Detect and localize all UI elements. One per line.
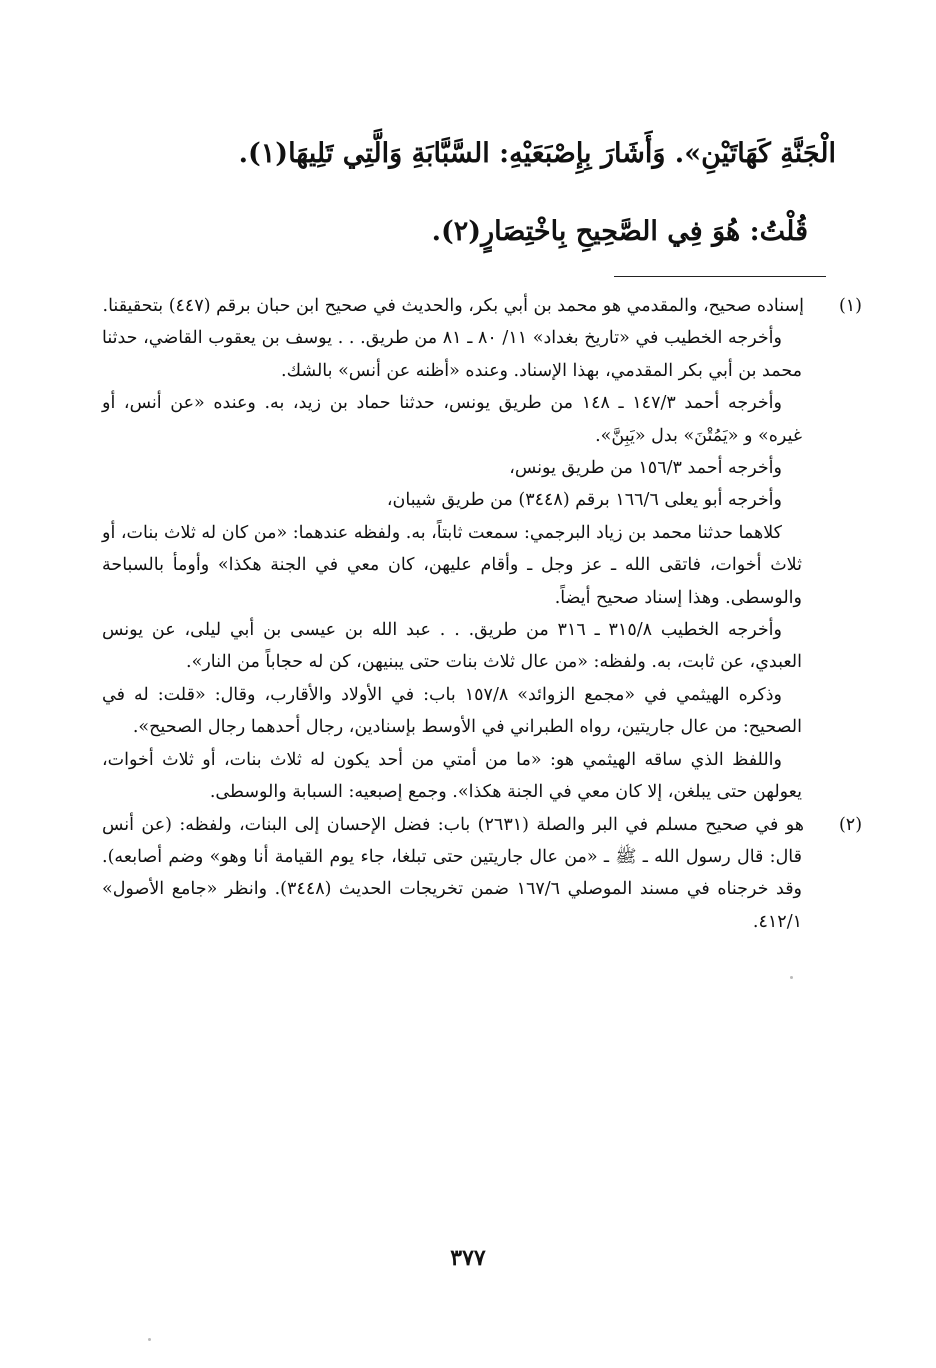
footnote-1-paragraph-4: وأخرجه أحمد ١٥٦/٣ من طريق يونس، [509,458,782,479]
main-text-line-1: الْجَنَّةِ كَهَاتَيْنِ». وَأَشَارَ بِإِصْبَعَيْهِ: السَّبَّابَةِ وَالَّتِي تَلِيهَا(١). [238,138,836,169]
footnote-1-number: (١) [838,296,862,316]
footnote-1-paragraph-9: واللفظ الذي ساقه الهيثمي هو: «ما من أمتي من أحد يكون له ثلاث بنات، أو ثلاث أخوات، يعولهن حتى يبلغن، إلا كان معي في الجنة هكذا». وجمع إصبعيه: السبابة والوسطى. [102,749,802,803]
footnote-1-paragraph-7: وأخرجه الخطيب ٣١٥/٨ ـ ٣١٦ من طريق. . . عبد الله بن عيسى بن أبي ليلى، عن يونس العبدي، عن ثابت، به. ولفظه: «من عال ثلاث بنات حتى يبنيهن، كن له حجاباً من النار». [102,620,802,673]
main-text-line-2-content: قُلْتُ: هُوَ فِي الصَّحِيحِ بِاخْتِصَارٍ(٢). [431,216,808,247]
footnote-1-first-paragraph [102,290,862,322]
footnote-1 [102,290,862,809]
footnotes [102,290,863,938]
footnote-1-paragraph-3: وأخرجه أحمد ١٤٧/٣ ـ ١٤٨ من طريق يونس، حدثنا حماد بن زيد، به. وعنده «عن أنس، أو غيره» و «يَمُتْنَ» بدل «يَبِنَّ». [102,393,802,446]
scan-speck [790,976,793,979]
footnote-2-text: هو في صحيح مسلم في البر والصلة (٢٦٣١) باب: فضل الإحسان إلى البنات، ولفظه: (عن أنس قال: قال رسول الله ـ ﷺ ـ «من عال جاريتين حتى تبلغا، جاء يوم القيامة أنا وهو» وضم أصابعه). وقد خرجناه في مسند الموصلي ١٦٧/٦ ضمن تخريجات الحديث (٣٤٤٨). وانظر «جامع الأصول» ٤١٢/١. [102,814,805,932]
main-text-line-2 [116,210,836,254]
page-number: ٣٧٧ [450,1245,486,1271]
footnote-1-text: إسناده صحيح، والمقدمي هو محمد بن أبي بكر، والحديث في صحيح ابن حبان برقم (٤٤٧) بتحقيقنا. [102,296,804,316]
footnote-2 [102,809,863,939]
footnote-2-number: (٢) [838,814,863,835]
footnote-1-paragraph-2: وأخرجه الخطيب في «تاريخ بغداد» ١١/ ٨٠ ـ ٨١ من طريق. . . يوسف بن يعقوب القاضي، حدثنا محمد بن أبي بكر المقدمي، بهذا الإسناد. وعنده «أظنه عن أنس» بالشك. [102,328,802,381]
footnote-separator [614,276,826,277]
footnote-1-paragraph-5: وأخرجه أبو يعلى ١٦٦/٦ برقم (٣٤٤٨) من طريق شيبان، [386,490,782,511]
footnote-2-first-paragraph [102,809,863,939]
footnote-1-paragraph-6: كلاهما حدثنا محمد بن زياد البرجمي: سمعت ثابتاً، به. ولفظه عندهما: «من كان له ثلاث بنات، أو ثلاث أخوات، فاتقى الله ـ عز وجل ـ وأقام عليهن، كان معي في الجنة هكذا» وأومأ بالسباحة والوسطى. وهذا إسناد صحيح أيضاً. [102,522,802,608]
footnote-1-paragraph-8: وذكره الهيثمي في «مجمع الزوائد» ١٥٧/٨ باب: في الأولاد والأقارب، وقال: «قلت: له في الصحيح: من عال جاريتين، رواه الطبراني في الأوسط بإسنادين، رجال أحدهما رجال الصحيح». [102,684,802,738]
scan-speck [148,1338,151,1341]
